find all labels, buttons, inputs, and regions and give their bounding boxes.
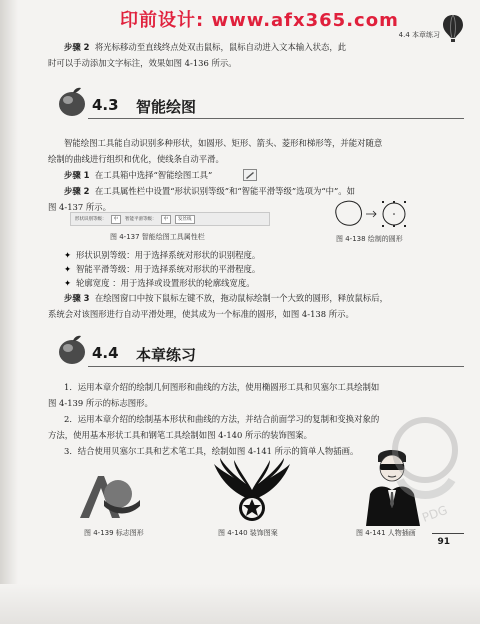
smart-draw-tool-icon	[243, 169, 257, 181]
figure-140-winged-star	[210, 456, 294, 526]
bottom-shadow	[0, 584, 480, 624]
page-number: 91	[437, 537, 450, 547]
caption-fig137: 图 4-137 智能绘图工具属性栏	[110, 233, 205, 241]
figure-138-circles	[328, 196, 418, 234]
bullet-star-icon: ✦	[64, 278, 72, 288]
intro-line2: 绘制的曲线进行组织和优化，使线条自动平滑。	[48, 154, 224, 164]
caption-fig141: 图 4-141 人物插画	[356, 529, 416, 537]
section-title-44: 本章练习	[136, 346, 197, 364]
library-stamp-watermark	[380, 410, 470, 530]
step2b-line2: 图 4-137 所示。	[48, 202, 111, 212]
bullet-shape-recognition	[64, 248, 260, 262]
running-head: 4.4 本章练习	[398, 31, 440, 39]
step1-label: 步骤 1	[64, 170, 90, 180]
intro-line1: 智能绘图工具能自动识别多种形状，如圆形、矩形、箭头、菱形和梯形等，并能对随意	[64, 138, 383, 148]
step2b-label: 步骤 2	[64, 186, 90, 196]
page-number-rule	[432, 533, 464, 534]
watermark-text: 印前设计: www.afx365.com	[120, 10, 399, 31]
exercise2-line2: 方法，使用基本形状工具和钢笔工具绘制如图 4-140 所示的装饰图案。	[48, 430, 312, 440]
exercise1-line2: 图 4-139 所示的标志图形。	[48, 398, 153, 408]
section-rule-44	[88, 366, 464, 367]
bullet-star-icon: ✦	[64, 264, 72, 274]
section-number-44: 4.4	[92, 344, 119, 362]
svg-text:PDG: PDG	[420, 502, 450, 525]
section-number-43: 4.3	[92, 96, 119, 114]
exercise2-line1: 2．运用本章介绍的绘制基本形状和曲线的方法，并结合前面学习的复制和变换对象的	[64, 414, 380, 424]
step2-paragraph	[64, 40, 464, 55]
step1-text: 在工具箱中选择“智能绘图工具”	[94, 170, 213, 180]
bullet-text: 轮廓宽度 ：用于选择或设置形状的轮廓线宽度。	[76, 278, 255, 288]
step2-label: 步骤 2	[64, 42, 90, 52]
step2-line1: 将光标移动至直线终点处双击鼠标，鼠标自动进入文本输入状态，此	[94, 42, 347, 52]
bullet-star-icon: ✦	[64, 250, 72, 260]
figure-139-logo	[74, 470, 144, 522]
section-rule-43	[88, 118, 464, 119]
smart-smoothing-select[interactable]: 中	[161, 215, 172, 224]
step2b-paragraph	[64, 184, 355, 199]
apple-icon	[56, 332, 90, 366]
smart-draw-property-bar	[70, 212, 270, 226]
apple-icon	[56, 84, 90, 118]
caption-fig138: 图 4-138 绘制的圆形	[336, 235, 403, 243]
bullet-outline-width	[64, 276, 255, 290]
section-title-43: 智能绘图	[136, 98, 197, 116]
bullet-smart-smoothing	[64, 262, 260, 276]
step3-line1: 在绘图窗口中按下鼠标左键不放，拖动鼠标绘制一个大致的圆形，释放鼠标后，	[94, 293, 388, 303]
outline-width-select[interactable]: 发丝线	[175, 215, 195, 224]
bullet-text: 智能平滑等级：用于选择系统对形状的平滑程度。	[76, 264, 261, 274]
shape-recognition-select[interactable]: 中	[111, 215, 122, 224]
caption-fig139: 图 4-139 标志图形	[84, 529, 144, 537]
shape-recognition-label: 形状识别等级：	[75, 217, 107, 222]
step3-line2: 系统会对该图形进行自动平滑处理，使其成为一个标准的圆形，如图 4-138 所示。	[48, 309, 354, 319]
step3-paragraph	[64, 291, 388, 306]
caption-fig140: 图 4-140 装饰图案	[218, 529, 278, 537]
binding-shadow	[0, 0, 18, 624]
step1-paragraph	[64, 168, 212, 183]
exercise3-line1: 3．结合使用贝塞尔工具和艺术笔工具，绘制如图 4-141 所示的简单人物插画。	[64, 446, 359, 456]
step3-label: 步骤 3	[64, 293, 90, 303]
exercise1-line1: 1．运用本章介绍的绘制几何图形和曲线的方法，使用椭圆形工具和贝塞尔工具绘制如	[64, 382, 380, 392]
smart-smoothing-label: 智能平滑等级：	[125, 217, 157, 222]
step2-line2: 时可以手动添加文字标注，效果如图 4-136 所示。	[48, 58, 237, 68]
step2b-line1: 在工具属性栏中设置“形状识别等级”和“智能平滑等级”选项为“中”。如	[94, 186, 356, 196]
bullet-text: 形状识别等级：用于选择系统对形状的识别程度。	[76, 250, 261, 260]
